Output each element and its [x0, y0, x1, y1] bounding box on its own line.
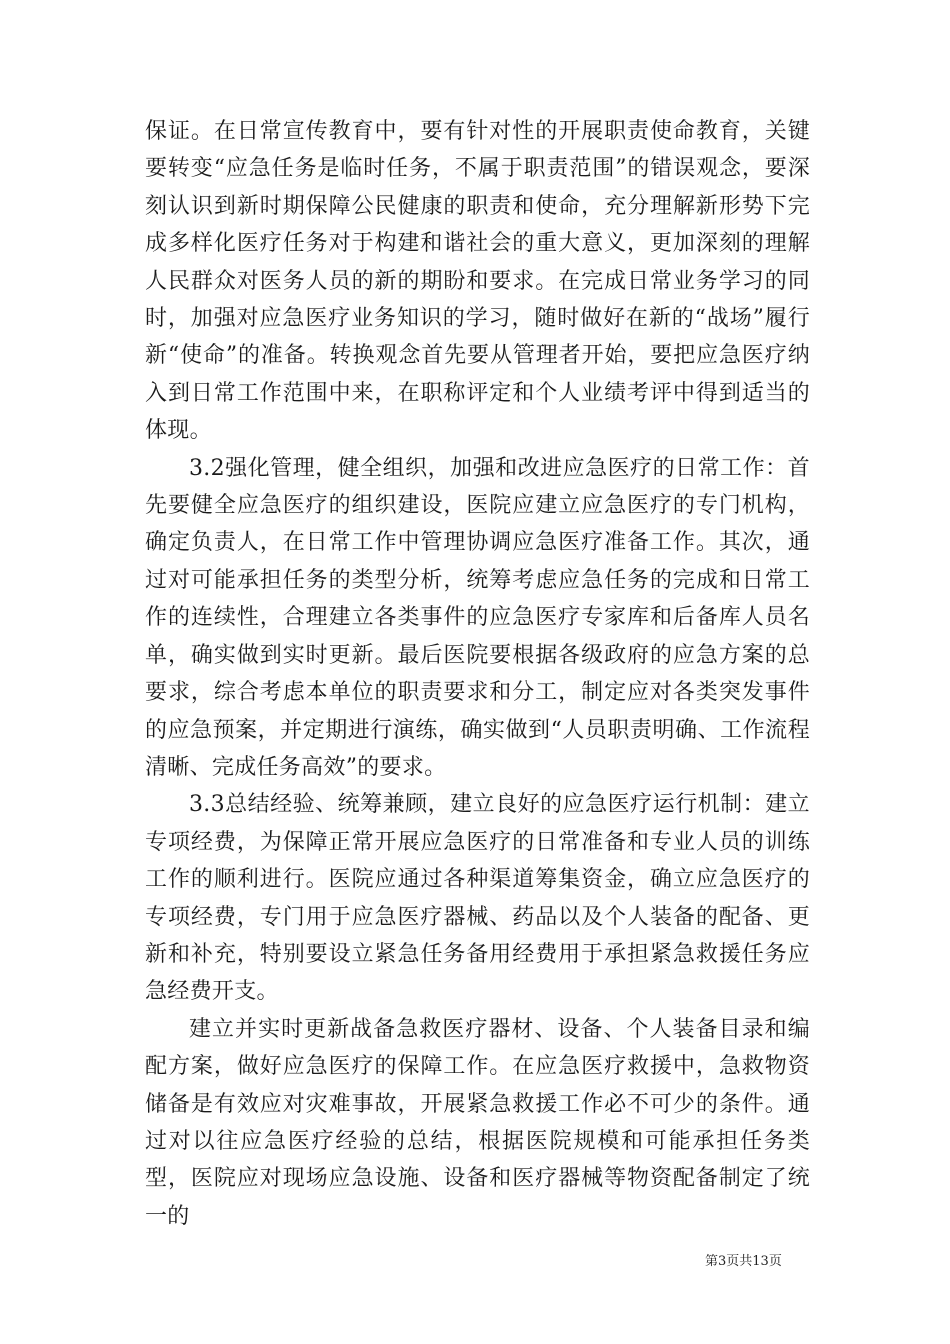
page-number: 第3页共13页	[705, 1254, 782, 1269]
paragraph-4: 建立并实时更新战备急救医疗器材、设备、个人装备目录和编配方案，做好应急医疗的保障工作。在应急医疗救援中，急救物资储备是有效应对灾难事故，开展紧急救援工作必不可少的条件。通过对以往应急医疗经验的总结，根据医院规模和可能承担任务类型，医院应对现场应急设施、设备和医疗器械等物资配备制定了统一的	[145, 1016, 810, 1229]
paragraph-2: 3.2强化管理，健全组织，加强和改进应急医疗的日常工作：首先要健全应急医疗的组织建设，医院应建立应急医疗的专门机构，确定负责人，在日常工作中管理协调应急医疗准备工作。其次，通过对可能承担任务的类型分析，统筹考虑应急任务的完成和日常工作的连续性，合理建立各类事件的应急医疗专家库和后备库人员名单，确实做到实时更新。最后医院要根据各级政府的应急方案的总要求，综合考虑本单位的职责要求和分工，制定应对各类突发事件的应急预案，并定期进行演练，确实做到“人员职责明确、工作流程清晰、完成任务高效”的要求。	[145, 455, 810, 780]
paragraph-1: 保证。在日常宣传教育中，要有针对性的开展职责使命教育，关键要转变“应急任务是临时任务，不属于职责范围”的错误观念，要深刻认识到新时期保障公民健康的职责和使命，充分理解新形势下完成多样化医疗任务对于构建和谐社会的重大意义，更加深刻的理解人民群众对医务人员的新的期盼和要求。在完成日常业务学习的同时，加强对应急医疗业务知识的学习，随时做好在新的“战场”履行新“使命”的准备。转换观念首先要从管理者开始，要把应急医疗纳入到日常工作范围中来，在职称评定和个人业绩考评中得到适当的体现。	[145, 119, 810, 444]
paragraph-3: 3.3总结经验、统筹兼顾，建立良好的应急医疗运行机制：建立专项经费，为保障正常开展应急医疗的日常准备和专业人员的训练工作的顺利进行。医院应通过各种渠道筹集资金，确立应急医疗的专项经费，专门用于应急医疗器械、药品以及个人装备的配备、更新和补充，特别要设立紧急任务备用经费用于承担紧急救援任务应急经费开支。	[145, 792, 810, 1005]
document-body	[145, 113, 810, 1235]
